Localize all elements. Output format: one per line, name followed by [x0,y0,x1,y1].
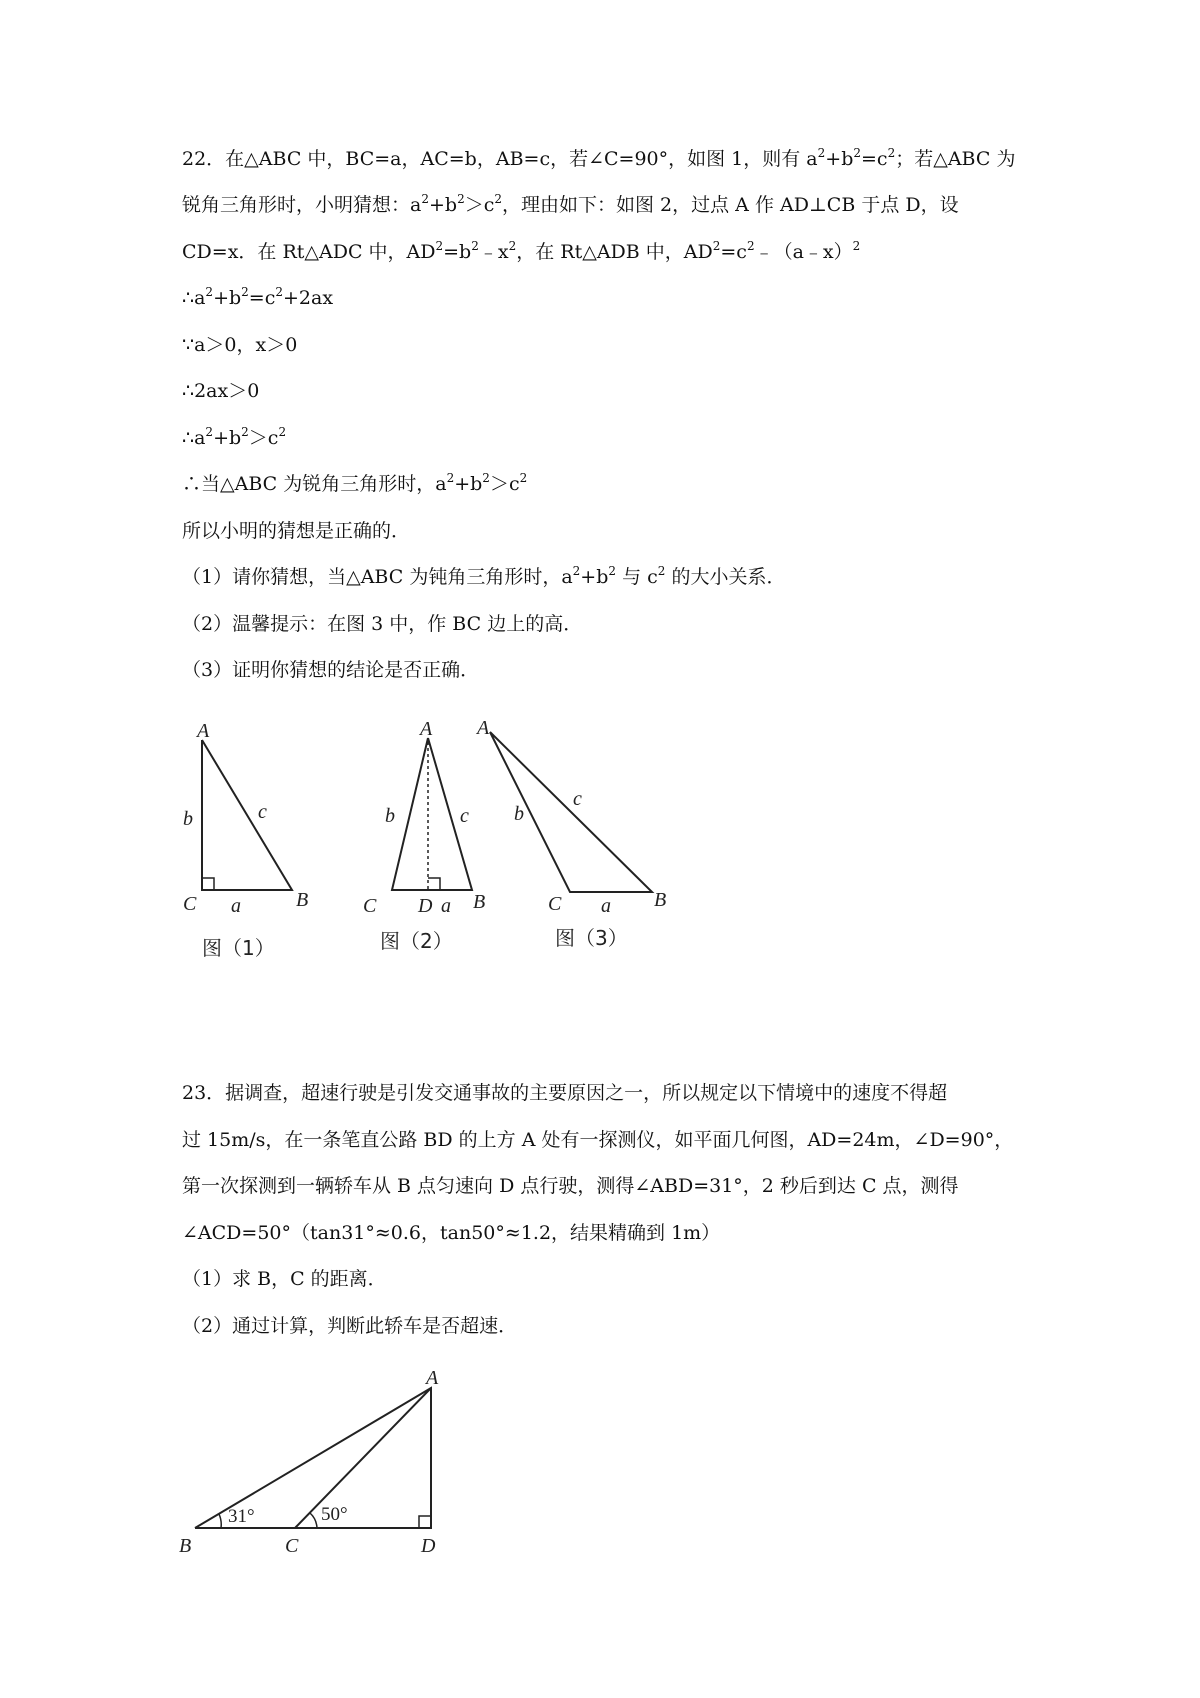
q23-line-2: 过 15m/s，在一条笔直公路 BD 的上方 A 处有一探测仪，如平面几何图，AD=24m，∠D=90°， [182,1129,1014,1151]
q23-angle-C: 50° [321,1504,348,1525]
q23-angle-B: 31° [228,1506,255,1527]
q22-line-8: ∴当△ABC 为锐角三角形时，$a^2+b^2>c^2$ [182,471,528,495]
fig1-label-A: A [197,720,210,742]
fig1-label-a: a [231,895,241,917]
fig2-label-a: a [441,895,451,917]
q22-part-3: （3）证明你猜想的结论是否正确． [182,659,480,681]
fig2-label-B: B [473,891,486,913]
fig1-label-c: c [258,801,267,823]
q22-figures [180,720,740,970]
q23-line-3: 第一次探测到一辆轿车从 B 点匀速向 D 点行驶，测得∠ABD=31°，2 秒后到达 C 点，测得 [182,1175,959,1197]
fig1-caption: 图（1） [202,936,275,960]
q22-line-4: $\therefore a^2+b^2=c^2+2ax$ [182,285,334,309]
fig3-caption: 图（3） [555,926,628,950]
q23-label-C: C [285,1535,299,1557]
q22-line-5: ∵a＞0，x＞0 [182,334,298,356]
fig3-label-A: A [477,720,490,739]
fig3-label-a: a [601,895,611,917]
fig3-label-B: B [654,889,667,911]
fig1-label-b: b [183,808,193,830]
fig3-label-b: b [514,803,524,825]
q23-label-D: D [421,1535,436,1557]
fig2-caption: 图（2） [380,929,453,953]
q22-line-6: ∴2ax＞0 [182,380,260,402]
q23-figure [175,1368,455,1564]
fig2-label-c: c [460,805,469,827]
fig3-label-C: C [548,893,562,915]
q23-label-B: B [179,1535,192,1557]
fig1-label-C: C [183,893,197,915]
fig2-label-C: C [363,895,377,917]
q22-part-2: （2）温馨提示：在图 3 中，作 BC 边上的高． [182,613,583,635]
q23-label-A: A [426,1368,439,1389]
q23-part-2: （2）通过计算，判断此轿车是否超速． [182,1315,518,1337]
fig2-label-A: A [420,720,433,740]
fig3-label-c: c [573,788,582,810]
q23-part-1: （1）求 B，C 的距离． [182,1268,387,1290]
q22-line-9: 所以小明的猜想是正确的． [182,520,411,542]
fig1-label-B: B [296,889,309,911]
fig2-label-D: D [418,895,433,917]
q22-line-2: 锐角三角形时，小明猜想：$a^2+b^2>c^2$，理由如下：如图 2，过点 A 作 AD⊥CB 于点 D，设 [182,192,959,216]
q22-line-3: CD=x．在 Rt△ADC 中，$AD^2=b^2﹣x^2$，在 Rt△ADB 中，$AD^2=c^2﹣(a﹣x)^2$ [182,239,861,263]
q22-part-1: （1）请你猜想，当△ABC 为钝角三角形时，$a^2+b^2$ 与 $c^2$ 的大小关系． [182,564,786,588]
q23-line-1: 23．据调查，超速行驶是引发交通事故的主要原因之一，所以规定以下情境中的速度不得超 [182,1082,948,1104]
fig2-label-b: b [385,805,395,827]
q22-line-7: $\therefore a^2+b^2>c^2$ [182,425,287,449]
q22-line-1: 22．在△ABC 中，BC=a，AC=b，AB=c，若∠C=90°，如图 1，则有 $a^2+b^2=c^2$；若△ABC 为 [182,146,1016,170]
q23-line-4: ∠ACD=50°（tan31°≈0.6，tan50°≈1.2，结果精确到 1m） [182,1222,721,1244]
